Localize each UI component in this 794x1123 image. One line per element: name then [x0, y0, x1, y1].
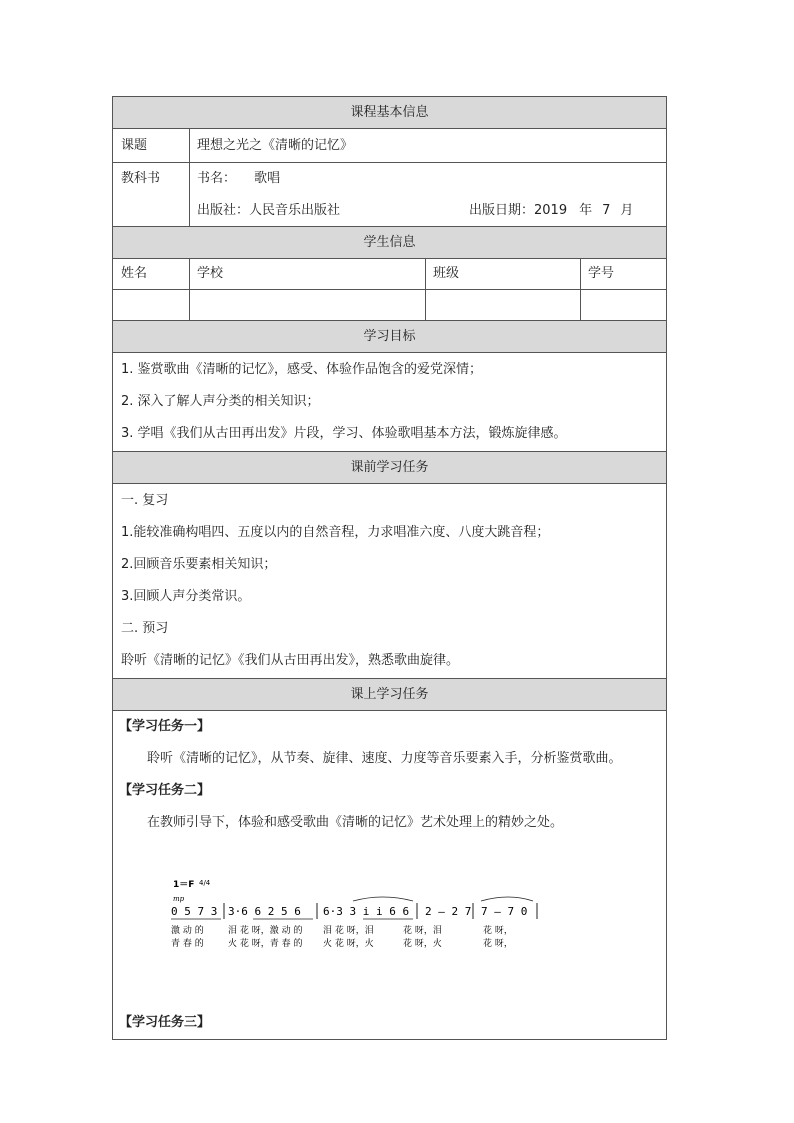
score-measure: 3·6 6 2 5 6 — [228, 905, 301, 918]
topic-label: 课题 — [121, 138, 148, 153]
score-measure: 0 5 7 3 — [171, 905, 218, 918]
task3-title: 【学习任务三】 — [119, 1015, 211, 1030]
pre-class-line: 二. 预习 — [121, 621, 169, 636]
lesson-sheet — [112, 96, 667, 1040]
slur — [353, 897, 413, 901]
pre-class-line: 2.回顾音乐要素相关知识； — [121, 557, 277, 572]
in-class-body — [113, 711, 666, 1039]
pre-class-list — [113, 484, 666, 679]
pre-class-line: 一. 复习 — [121, 493, 169, 508]
task2-title: 【学习任务二】 — [119, 783, 211, 798]
music-score — [113, 839, 666, 1007]
textbook-label: 教科书 — [121, 171, 161, 186]
task1-text: 聆听《清晰的记忆》，从节奏、旋律、速度、力度等音乐要素入手，分析鉴赏歌曲。 — [147, 751, 622, 766]
score-meter: 4/4 — [199, 879, 211, 887]
pre-class-header: 课前学习任务 — [113, 452, 666, 484]
publish-date: 出版日期：2019 年 7 月 — [469, 203, 634, 218]
goal-item: 2. 深入了解人声分类的相关知识； — [121, 394, 320, 409]
lyric-line: 泪 花 呀，泪 — [323, 926, 374, 936]
lyric-line: 泪 花 呀，激 动 的 — [228, 926, 303, 936]
lyric-line: 青 春 的 — [171, 939, 204, 949]
jianpu-score — [113, 839, 668, 1007]
course-info-header: 课程基本信息 — [113, 97, 666, 129]
student-columns-row — [113, 259, 666, 290]
slur — [481, 897, 533, 901]
task1-title: 【学习任务一】 — [119, 719, 211, 734]
topic-value: 理想之光之《清晰的记忆》 — [197, 138, 354, 153]
pre-class-line: 聆听《清晰的记忆》《我们从古田再出发》，熟悉歌曲旋律。 — [121, 653, 460, 668]
goals-list — [113, 353, 666, 452]
col-name: 姓名 — [121, 266, 148, 281]
col-student-id: 学号 — [588, 266, 615, 281]
score-dynamic: mp — [173, 895, 185, 903]
goal-item: 1. 鉴赏歌曲《清晰的记忆》，感受、体验作品饱含的爱党深情； — [121, 362, 483, 377]
textbook-details — [189, 163, 666, 226]
textbook-row — [113, 163, 666, 227]
lyric-line: 激 动 的 — [171, 926, 204, 936]
col-school: 学校 — [197, 266, 224, 281]
in-class-header: 课上学习任务 — [113, 679, 666, 711]
student-values-row — [113, 290, 666, 321]
lyric-line: 花 呀，泪 — [403, 926, 442, 936]
score-key: 1＝F — [173, 880, 195, 890]
score-measure: 2 – 2 7 — [425, 905, 472, 918]
score-measure: 6·3 3 i i 6 6 — [323, 905, 410, 918]
task2-text: 在教师引导下，体验和感受歌曲《清晰的记忆》艺术处理上的精妙之处。 — [147, 815, 564, 830]
book-name-value: 歌唱 — [254, 171, 281, 186]
book-name-label: 书名： — [197, 171, 237, 186]
publisher: 出版社：人民音乐出版社 — [197, 203, 341, 218]
topic-row — [113, 129, 666, 163]
col-class: 班级 — [433, 266, 460, 281]
lyric-line: 花 呀， — [483, 939, 513, 949]
lyric-line: 花 呀，火 — [403, 939, 442, 949]
student-info-header: 学生信息 — [113, 227, 666, 259]
goals-header: 学习目标 — [113, 321, 666, 353]
lyric-line: 火 花 呀，青 春 的 — [228, 939, 303, 949]
lyric-line: 火 花 呀，火 — [323, 939, 374, 949]
pre-class-line: 1.能较准确构唱四、五度以内的自然音程，力求唱准六度、八度大跳音程； — [121, 525, 550, 540]
score-measure: 7 – 7 0 — [481, 905, 528, 918]
goal-item: 3. 学唱《我们从古田再出发》片段，学习、体验歌唱基本方法，锻炼旋律感。 — [121, 426, 567, 441]
lyric-line: 花 呀， — [483, 926, 513, 936]
pre-class-line: 3.回顾人声分类常识。 — [121, 589, 251, 604]
